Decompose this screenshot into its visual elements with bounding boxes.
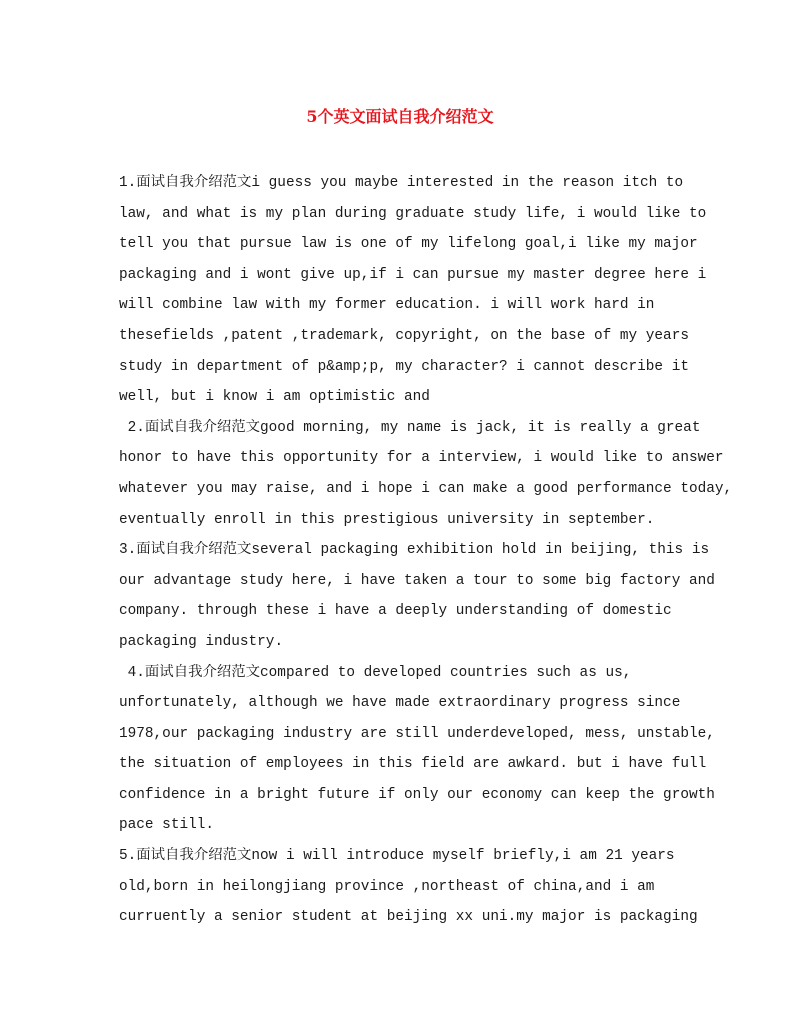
text-line: old,born in heilongjiang province ,northeast of china,and i am xyxy=(119,878,655,895)
text-line: pace still. xyxy=(119,817,214,834)
text-line: eventually enroll in this prestigious university in september. xyxy=(119,511,655,528)
page-title: 5个英文面试自我介绍范文 xyxy=(306,107,494,126)
text-line: the situation of employees in this field are awkard. but i have full xyxy=(119,756,707,773)
text-line: tell you that pursue law is one of my lifelong goal,i like my major xyxy=(119,236,698,253)
text-line: thesefields ,patent ,trademark, copyright, on the base of my years xyxy=(119,327,689,344)
text-line: 3.面试自我介绍范文several packaging exhibition hold in beijing, this is xyxy=(119,542,710,559)
text-line: 2.面试自我介绍范文good morning, my name is jack, it is really a great xyxy=(119,419,701,436)
text-line: law, and what is my plan during graduate study life, i would like to xyxy=(119,205,707,222)
text-line: study in department of p&amp;p, my character? i cannot describe it xyxy=(119,358,689,375)
text-line: packaging industry. xyxy=(119,633,284,650)
text-line: whatever you may raise, and i hope i can make a good performance today, xyxy=(119,480,733,497)
text-line: will combine law with my former education. i will work hard in xyxy=(119,297,655,314)
text-line: unfortunately, although we have made extraordinary progress since xyxy=(119,695,681,712)
text-line: packaging and i wont give up,if i can pursue my master degree here i xyxy=(119,266,707,283)
body-text xyxy=(119,168,733,933)
text-line: curruently a senior student at beijing xx uni.my major is packaging xyxy=(119,909,698,926)
text-line: 1978,our packaging industry are still underdeveloped, mess, unstable, xyxy=(119,725,715,742)
text-line: honor to have this opportunity for a interview, i would like to answer xyxy=(119,450,724,467)
text-line: company. through these i have a deeply understanding of domestic xyxy=(119,603,672,620)
text-line: well, but i know i am optimistic and xyxy=(119,389,430,406)
text-line: 1.面试自我介绍范文i guess you maybe interested in the reason itch to xyxy=(119,175,684,191)
text-line: 5.面试自我介绍范文now i will introduce myself briefly,i am 21 years xyxy=(119,848,675,865)
text-line: confidence in a bright future if only our economy can keep the growth xyxy=(119,786,715,803)
text-line: 4.面试自我介绍范文compared to developed countries such as us, xyxy=(119,664,632,681)
text-line: our advantage study here, i have taken a tour to some big factory and xyxy=(119,572,715,589)
